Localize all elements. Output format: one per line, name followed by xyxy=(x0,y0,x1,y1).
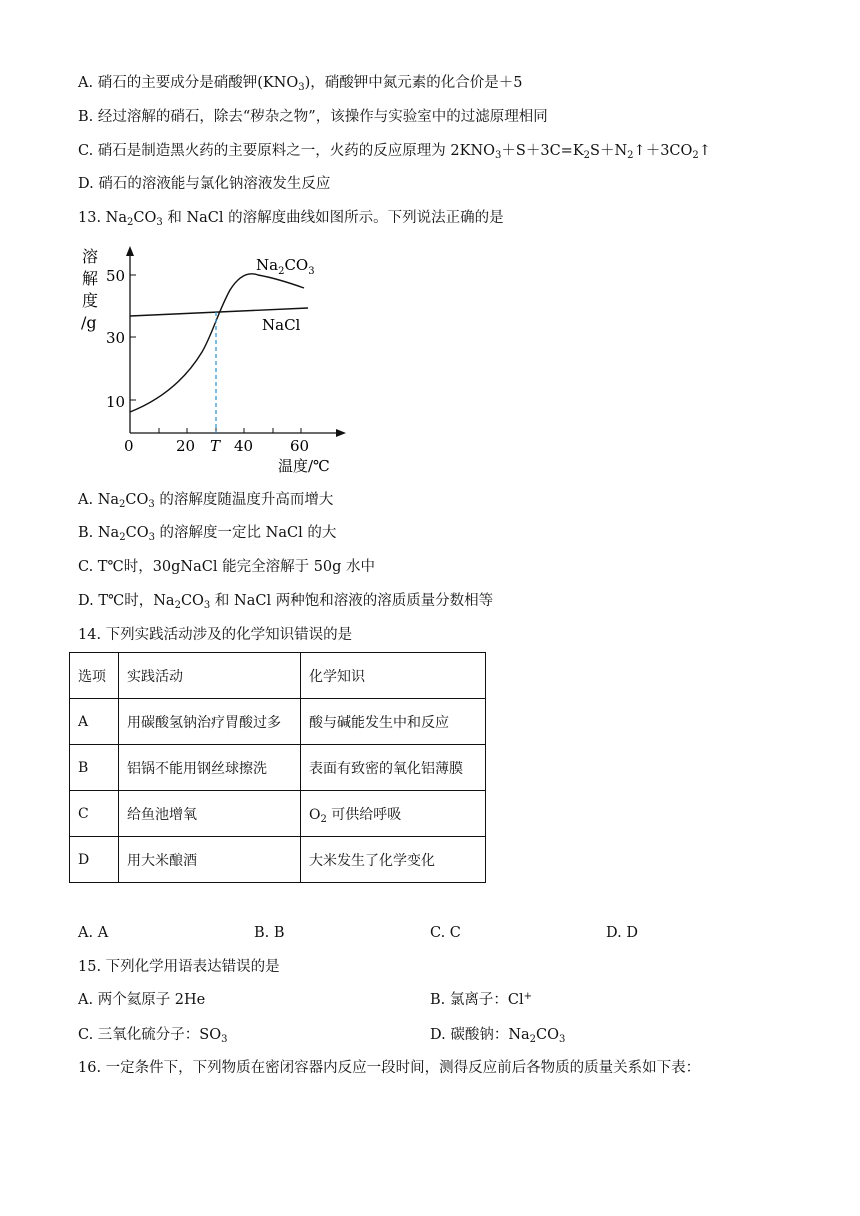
q15-option-d: D. 碳酸钠：$Na_2CO_3$ xyxy=(430,1027,566,1045)
y-label-char-1: 溶 xyxy=(82,247,99,266)
q14-answer-c: C. C xyxy=(430,925,461,941)
table-cell: C xyxy=(70,791,119,837)
y-tick-label-10: 10 xyxy=(106,393,126,411)
q13-option-a: A. $Na_2CO_3$ 的溶解度随温度升高而增大 xyxy=(78,492,334,510)
q13-stem: 13. $Na_2CO_3$ 和 NaCl 的溶解度曲线如图所示。下列说法正确的是 xyxy=(78,210,504,228)
x-minor-ticks xyxy=(159,428,301,433)
q12-option-d: D. 硝石的溶液能与氯化钠溶液发生反应 xyxy=(78,176,331,192)
na2co3-curve xyxy=(130,274,304,412)
table-cell: 给鱼池增氧 xyxy=(119,791,301,837)
table-header-cell: 实践活动 xyxy=(119,653,301,699)
table-cell: $O_2$ 可供给呼吸 xyxy=(301,791,486,837)
na2co3-label: $Na_2CO_3$ xyxy=(256,256,315,277)
table-cell: 用碳酸氢钠治疗胃酸过多 xyxy=(119,699,301,745)
q12-option-c: C. 硝石是制造黑火药的主要原料之一，火药的反应原理为 $2KNO_3+S+3C=K_2S+N_2↑+3CO_2↑$ xyxy=(78,143,711,161)
q13-option-d: D. T℃时，$Na_2CO_3$ 和 NaCl 两种饱和溶液的溶质质量分数相等 xyxy=(78,593,494,611)
q12-option-a: A. 硝石的主要成分是硝酸钾$(KNO_3)$，硝酸钾中氮元素的化合价是＋5 xyxy=(78,75,523,93)
table-cell: A xyxy=(70,699,119,745)
y-label-char-4: /g xyxy=(81,313,97,332)
x-tick-label-60: 60 xyxy=(290,437,310,455)
q15-stem: 15. 下列化学用语表达错误的是 xyxy=(78,959,280,975)
x-tick-label-t: T xyxy=(210,437,221,455)
x-tick-label-20: 20 xyxy=(176,437,196,455)
solubility-chart xyxy=(70,240,370,480)
q15-option-b: B. 氯离子：Cl+ xyxy=(430,991,532,1008)
x-tick-label-0: 0 xyxy=(124,437,134,455)
q14-answer-b: B. B xyxy=(254,925,285,941)
q15-option-a: A. 两个氦原子 2He xyxy=(78,992,206,1008)
table-cell: 表面有致密的氧化铝薄膜 xyxy=(301,745,486,791)
table-row xyxy=(70,745,486,791)
table-cell: 铝锅不能用钢丝球擦洗 xyxy=(119,745,301,791)
table-row xyxy=(70,791,486,837)
y-axis-arrow xyxy=(126,246,134,256)
q12-option-b: B. 经过溶解的硝石，除去“秽杂之物”，该操作与实验室中的过滤原理相同 xyxy=(78,109,548,125)
table-header-row xyxy=(70,653,486,699)
nacl-label: NaCl xyxy=(262,316,301,334)
q14-answer-d: D. D xyxy=(606,925,638,941)
y-tick-label-30: 30 xyxy=(106,329,126,347)
table-row xyxy=(70,699,486,745)
table-cell: D xyxy=(70,837,119,883)
q13-option-c: C. T℃时，30gNaCl 能完全溶解于 50g 水中 xyxy=(78,559,376,575)
table-cell: 用大米酿酒 xyxy=(119,837,301,883)
y-tick-label-50: 50 xyxy=(106,267,126,285)
q14-table xyxy=(69,652,486,883)
q13-option-b: B. $Na_2CO_3$ 的溶解度一定比 NaCl 的大 xyxy=(78,525,337,543)
x-axis-label: 温度/℃ xyxy=(278,457,330,475)
table-cell: 大米发生了化学变化 xyxy=(301,837,486,883)
q14-stem: 14. 下列实践活动涉及的化学知识错误的是 xyxy=(78,627,353,643)
q15-option-c: C. 三氧化硫分子：$SO_3$ xyxy=(78,1027,228,1045)
table-row xyxy=(70,837,486,883)
y-label-char-3: 度 xyxy=(82,291,99,310)
x-tick-label-40: 40 xyxy=(234,437,254,455)
y-label-char-2: 解 xyxy=(82,269,99,288)
q16-stem: 16. 一定条件下，下列物质在密闭容器内反应一段时间，测得反应前后各物质的质量关系如下表： xyxy=(78,1060,701,1076)
table-header-cell: 化学知识 xyxy=(301,653,486,699)
q14-answer-a: A. A xyxy=(78,925,109,941)
table-cell: 酸与碱能发生中和反应 xyxy=(301,699,486,745)
x-axis-arrow xyxy=(336,429,346,437)
table-header-cell: 选项 xyxy=(70,653,119,699)
table-cell: B xyxy=(70,745,119,791)
